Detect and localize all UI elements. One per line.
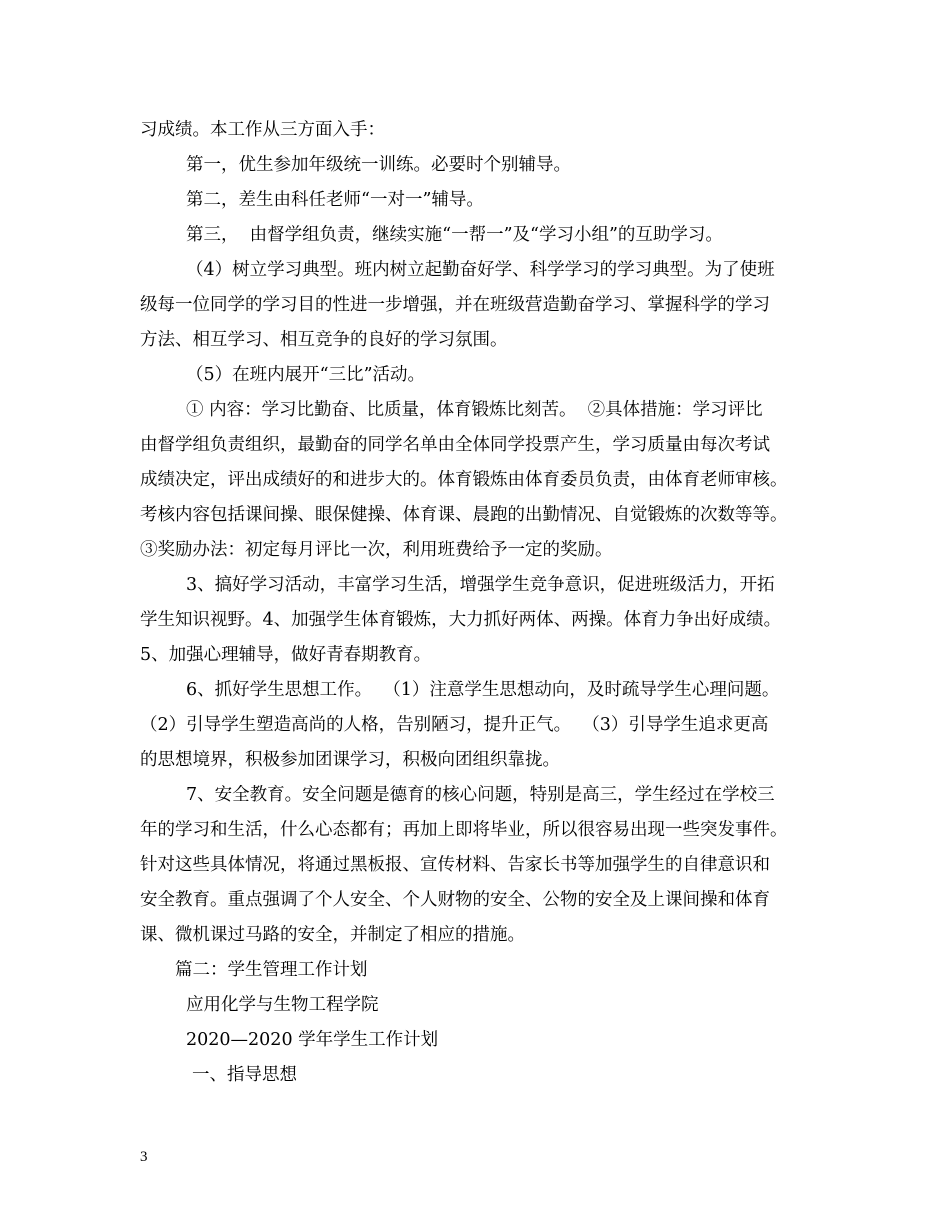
text-line: 6、抓好学生思想工作。 （1）注意学生思想动向，及时疏导学生心理问题。 [186,680,780,700]
text-line: ③奖励办法：初定每月评比一次，利用班费给予一定的奖励。 [140,540,613,560]
text-line: 考核内容包括课间操、眼保健操、体育课、晨跑的出勤情况、自觉锻炼的次数等等。 [140,505,788,525]
text-line: 7、安全教育。安全问题是德育的核心问题，特别是高三，学生经过在学校三 [186,785,775,805]
text-line: 学生知识视野。4、加强学生体育锻炼，大力抓好两体、两操。体育力争出好成绩。 [140,610,782,630]
text-line: 年的学习和生活，什么心态都有；再加上即将毕业，所以很容易出现一些突发事件。 [140,820,788,840]
text-line: 习成绩。本工作从三方面入手： [140,120,385,140]
text-line: 安全教育。重点强调了个人安全、个人财物的安全、公物的安全及上课间操和体育 [140,890,770,910]
text-line: （2）引导学生塑造高尚的人格，告别陋习，提升正气。 （3）引导学生追求更高 [140,715,769,735]
text-line: 第一，优生参加年级统一训练。必要时个别辅导。 [186,155,571,175]
text-line: 的思想境界，积极参加团课学习，积极向团组织靠拢。 [140,750,560,770]
text-line: 方法、相互学习、相互竞争的良好的学习氛围。 [140,330,508,350]
text-line: ① 内容：学习比勤奋、比质量，体育锻炼比刻苦。 ②具体措施：学习评比 [186,400,763,420]
text-line: 成绩决定，评出成绩好的和进步大的。体育锻炼由体育委员负责，由体育老师审核。 [140,470,788,490]
text-line: 级每一位同学的学习目的性进一步增强，并在班级营造勤奋学习、掌握科学的学习 [140,295,770,315]
section-heading: 篇二：学生管理工作计划 [175,960,368,980]
text-line: （5）在班内展开“三比”活动。 [186,365,426,385]
text-line: 由督学组负责组织，最勤奋的同学名单由全体同学投票产生，学习质量由每次考试 [140,435,770,455]
text-line: 第三， 由督学组负责，继续实施“一帮一”及“学习小组”的互助学习。 [186,225,723,245]
page-number: 3 [140,1149,148,1165]
text-line: 课、微机课过马路的安全，并制定了相应的措施。 [140,925,525,945]
text-line: 3、搞好学习活动，丰富学习生活，增强学生竞争意识，促进班级活力，开拓 [186,575,775,595]
section-heading: 一、指导思想 [192,1065,297,1085]
text-line: 针对这些具体情况，将通过黑板报、宣传材料、告家长书等加强学生的自律意识和 [140,855,770,875]
text-line: 应用化学与生物工程学院 [186,995,379,1015]
text-line: 第二，差生由科任老师“一对一”辅导。 [186,190,484,210]
text-line: （4）树立学习典型。班内树立起勤奋好学、科学学习的学习典型。为了使班 [186,260,775,280]
text-line: 5、加强心理辅导，做好青春期教育。 [140,645,432,665]
text-line: 2020—2020 学年学生工作计划 [186,1030,439,1050]
